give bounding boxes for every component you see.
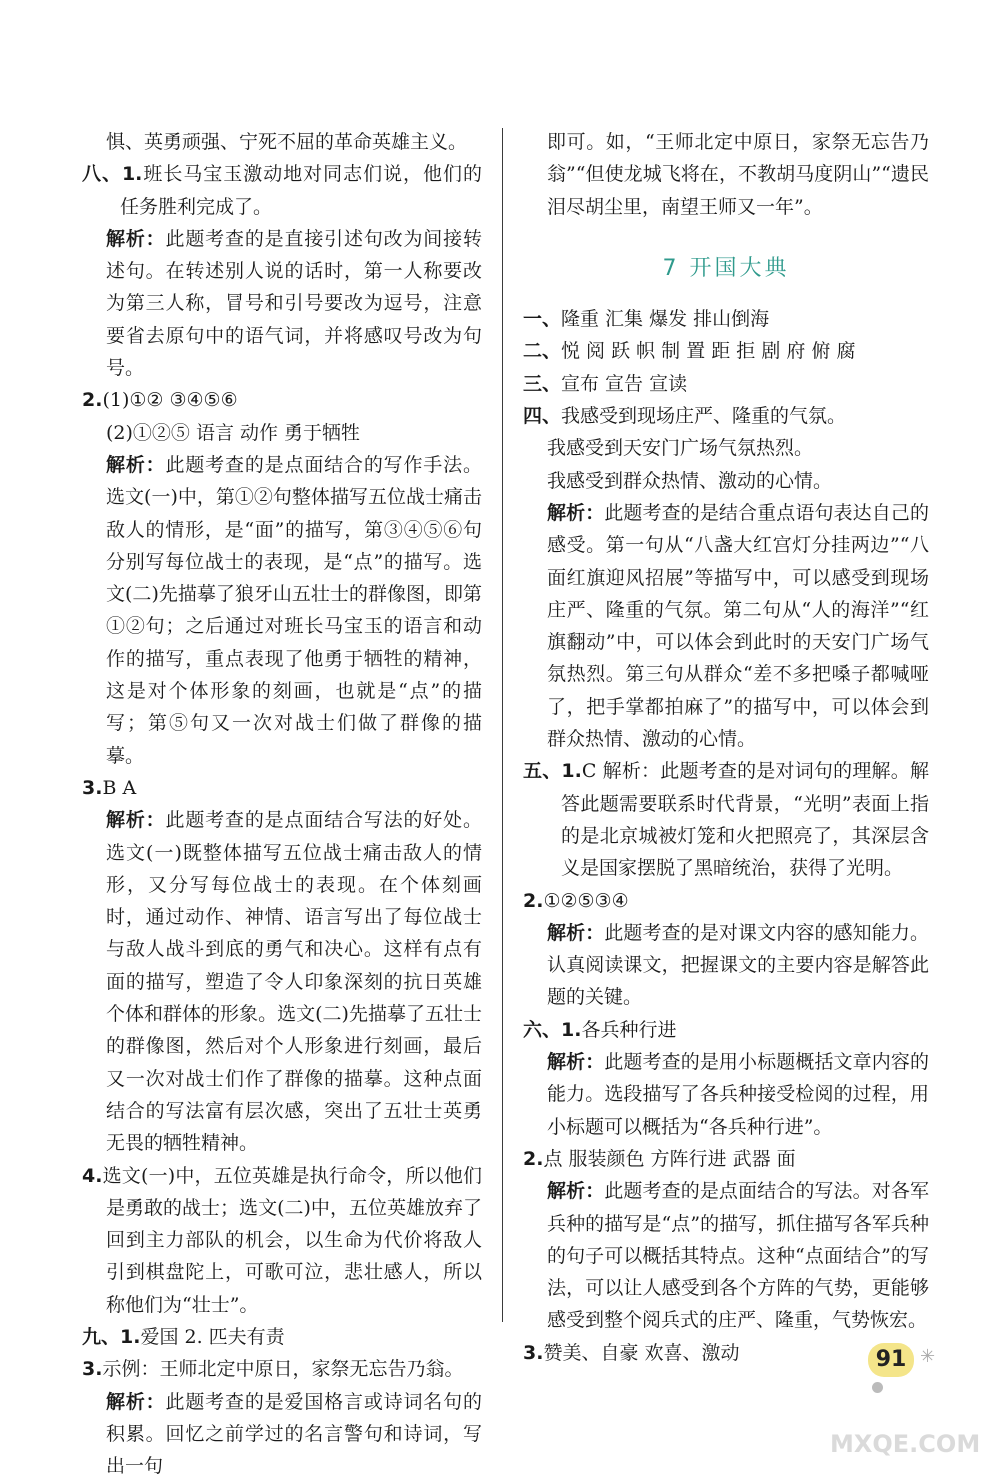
item-number: 九、1.: [82, 1325, 141, 1348]
para-text: 此题考查的是直接引述句改为间接转述句。在转述别人说的话时，第一人称要改为第三人称，冒号和引号要改为逗号，注意要省去原句中的语气词，并将感叹号改为句号。: [106, 227, 482, 380]
analysis-label: 解析：: [547, 1180, 605, 1203]
item-number: 一、: [523, 308, 562, 331]
para-text: 惧、英勇顽强、宁死不屈的革命英雄主义。: [106, 131, 468, 153]
para-text: (1)①② ③④⑤⑥: [102, 389, 238, 412]
item-number: 四、: [523, 405, 562, 428]
para-text: 此题考查的是点面结合的写法。对各军兵种的描写是“点”的描写，抓住描写各军兵种的句子可以概括其特点。这种“点面结合”的写法，可以让人感受到各个方阵的气势，更能够感受到整个阅兵式的庄严、隆重，气势恢宏。: [547, 1180, 929, 1332]
para-text: 我感受到现场庄严、隆重的气氛。: [561, 405, 847, 428]
right-para: [523, 917, 929, 1014]
right-para: [523, 368, 929, 400]
left-para: [82, 804, 482, 1159]
left-para: [82, 1160, 482, 1321]
para-text: 赞美、自豪 欢喜、激动: [543, 1341, 740, 1364]
right-para: [523, 1014, 929, 1046]
right-para: [523, 1143, 929, 1175]
para-text: ①②⑤③④: [543, 889, 629, 912]
para-text: B A: [102, 776, 137, 799]
item-number: 2.: [82, 389, 103, 412]
analysis-label: 解析：: [547, 921, 605, 944]
analysis-label: 解析：: [106, 453, 166, 476]
left-para: [82, 223, 482, 384]
left-para: [82, 1386, 482, 1482]
dot-icon: [872, 1382, 883, 1393]
para-text: 此题考查的是点面结合的写作手法。选文(一)中，第①②句整体描写五位战士痛击敌人的情形，是“面”的描写，第③④⑤⑥句分别写每位战士的表现，是“点”的描写。选文(二)先描摹了狼牙山五壮士的群像图，即第①②句；之后通过对班长马宝玉的语言和动作的描写，重点表现了他勇于牺牲的精神，这是对个体形象的刻画，也就是“点”的描写；第⑤句又一次对战士们做了群像的描摹。: [106, 453, 482, 767]
right-para: [523, 303, 929, 335]
analysis-label: 解析：: [106, 809, 166, 832]
para-text: 各兵种行进: [581, 1018, 677, 1041]
left-para: [82, 772, 482, 804]
analysis-label: 解析：: [106, 1390, 166, 1413]
para-text: 即可。如，“王师北定中原日，家祭无忘告乃翁”“但使龙城飞将在，不教胡马度阴山”“遗民泪尽胡尘里，南望王师又一年”。: [547, 131, 929, 218]
item-number: 2.: [523, 889, 544, 912]
para-text: 爱国 2. 匹夫有责: [140, 1325, 285, 1348]
item-number: 3.: [82, 776, 103, 799]
right-para: [523, 497, 929, 755]
item-number: 六、1.: [523, 1018, 582, 1041]
column-divider: [502, 128, 503, 1322]
analysis-label: 解析：: [106, 227, 166, 250]
right-para: [523, 1175, 929, 1336]
right-para: [523, 465, 929, 497]
right_top-para: [523, 126, 929, 223]
para-text: C 解析：此题考查的是对词句的理解。解答此题需要联系时代背景，“光明”表面上指的是北京城被灯笼和火把照亮了，其深层含义是国家摆脱了黑暗统治，获得了光明。: [561, 760, 929, 880]
left-para: [82, 1321, 482, 1353]
para-text: 我感受到群众热情、激动的心情。: [547, 469, 833, 492]
item-number: 五、1.: [523, 760, 582, 783]
right-para: [523, 755, 929, 884]
para-text: 此题考查的是点面结合写法的好处。选文(一)既整体描写五位战士痛击敌人的情形，又分写每位战士的表现。在个体刻画时，通过动作、神情、语言写出了每位战士与敌人战斗到底的勇气和决心。这样有点有面的描写，塑造了令人印象深刻的抗日英雄个体和群体的形象。选文(二)先描摹了五壮士的群像图，然后对个人形象进行刻画，最后又一次对战士们作了群像的描摹。这种点面结合的写法富有层次感，突出了五壮士英勇无畏的牺牲精神。: [106, 809, 482, 1155]
left-para: [82, 158, 482, 223]
para-text: 此题考查的是爱国格言或诗词名句的积累。回忆之前学过的名言警句和诗词，写出一句: [106, 1390, 482, 1478]
para-text: 选文(一)中，五位英雄是执行命令，所以他们是勇敢的战士；选文(二)中，五位英雄放弃了回到主力部队的机会，以生命为代价将敌人引到棋盘陀上，可歌可泣，悲壮感人，所以称他们为“壮士”。: [102, 1164, 482, 1316]
para-text: (2)①②⑤ 语言 动作 勇于牺牲: [106, 421, 361, 444]
right-para: [523, 885, 929, 917]
item-number: 2.: [523, 1147, 544, 1170]
para-text: 示例：王师北定中原日，家祭无忘告乃翁。: [102, 1358, 464, 1381]
para-text: 我感受到天安门广场气氛热烈。: [547, 437, 814, 460]
right-para: [523, 1046, 929, 1143]
left-para: [82, 384, 482, 416]
left-para: [82, 126, 482, 158]
left-para: [82, 1353, 482, 1385]
item-number: 3.: [523, 1341, 544, 1364]
para-text: 此题考查的是结合重点语句表达自己的感受。第一句从“八盏大红宫灯分挂两边”“八面红旗迎风招展”等描写中，可以感受到现场庄严、隆重的气氛。第二句从“人的海洋”“红旗翻动”中，可以体会到此时的天安门广场气氛热烈。第三句从群众“差不多把嗓子都喊哑了，把手掌都拍麻了”的描写中，可以体会到群众热情、激动的心情。: [547, 501, 929, 751]
para-text: 此题考查的是用小标题概括文章内容的能力。选段描写了各兵种接受检阅的过程，用小标题可以概括为“各兵种行进”。: [547, 1051, 929, 1138]
star-icon: ✳: [920, 1346, 936, 1367]
item-number: 八、1.: [82, 163, 143, 186]
para-text: 点 服装颜色 方阵行进 武器 面: [543, 1147, 796, 1170]
analysis-label: 解析：: [547, 1051, 605, 1074]
para-text: 悦 阅 跃 帜 制 置 距 拒 剧 府 俯 腐: [561, 340, 856, 363]
item-number: 三、: [523, 372, 562, 395]
item-number: 3.: [82, 1358, 103, 1381]
left-para: [82, 449, 482, 772]
left-column: [82, 126, 482, 1482]
watermark-text: MXQE.COM: [830, 1430, 981, 1458]
para-text: 班长马宝玉激动地对同志们说，他们的任务胜利完成了。: [120, 163, 482, 218]
page-number: 91: [868, 1343, 914, 1377]
right-column: [523, 126, 929, 1369]
right-para: [523, 432, 929, 464]
right-para: [523, 335, 929, 367]
item-number: 二、: [523, 340, 562, 363]
para-text: 此题考查的是对课文内容的感知能力。认真阅读课文，把握课文的主要内容是解答此题的关键。: [547, 921, 929, 1009]
left-para: [82, 417, 482, 449]
item-number: 4.: [82, 1164, 103, 1187]
right-para: [523, 400, 929, 432]
section-title: 7 开国大典: [662, 255, 790, 281]
analysis-label: 解析：: [547, 501, 605, 524]
para-text: 宣布 宣告 宣读: [561, 372, 688, 395]
para-text: 隆重 汇集 爆发 排山倒海: [561, 308, 770, 331]
